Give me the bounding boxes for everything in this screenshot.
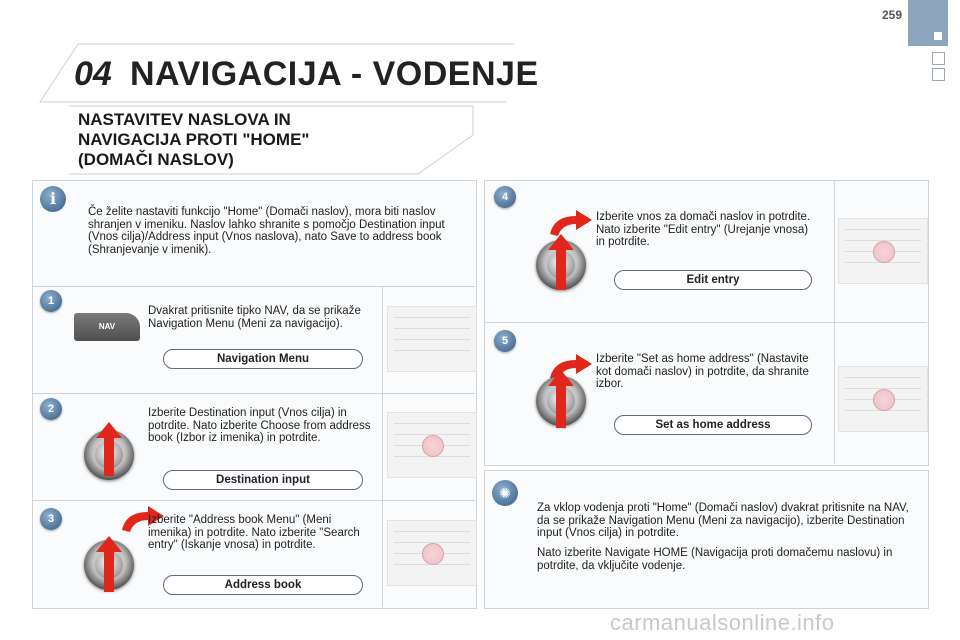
nav-key-icon: NAV	[74, 313, 140, 341]
step-number-2: 2	[40, 398, 62, 420]
margin-square	[932, 68, 945, 81]
edit-entry-button[interactable]: Edit entry	[614, 270, 812, 290]
destination-input-button[interactable]: Destination input	[163, 470, 363, 490]
step-number-3: 3	[40, 508, 62, 530]
column-divider	[834, 181, 835, 464]
step-4-text: Izberite vnos za domači naslov in potrdite. Nato izberite "Edit entry" (Urejanje vnosa) in potrdite.	[596, 211, 811, 248]
step-2-text: Izberite Destination input (Vnos cilja) in potrdite. Nato izberite Choose from address book (Izbor iz imenika) in potrdite.	[148, 407, 371, 444]
chapter-number: 04	[74, 55, 112, 93]
margin-square	[932, 52, 945, 65]
up-arrow-icon	[92, 534, 126, 594]
address-book-button[interactable]: Address book	[163, 575, 363, 595]
page-title: NAVIGACIJA - VODENJE	[130, 55, 539, 93]
up-arrow-icon	[92, 420, 126, 478]
tip-paragraph-1: Za vklop vodenja proti "Home" (Domači naslov) dvakrat pritisnite na NAV, da se prikaže Navigation Menu (Meni za navigacijo), izberite Destination input (Vnos cilja) in potrdite.	[537, 502, 909, 539]
up-arrow-icon	[544, 232, 578, 292]
step-1-text: Dvakrat pritisnite tipko NAV, da se prikaže Navigation Menu (Meni za navigacijo).	[148, 305, 361, 330]
up-arrow-icon	[544, 368, 578, 430]
page-corner-tab	[908, 0, 948, 46]
row-divider	[33, 500, 475, 501]
tip-panel	[484, 470, 929, 609]
section-title: NASTAVITEV NASLOVA IN NAVIGACIJA PROTI "HOME" (DOMAČI NASLOV)	[78, 110, 310, 169]
info-icon: i	[40, 186, 66, 212]
step-5-text: Izberite "Set as home address" (Nastavite kot domači naslov) in potrdite, da shranite izbor.	[596, 353, 809, 390]
tip-paragraph-2: Nato izberite Navigate HOME (Navigacija proti domačemu naslovu) in potrdite, da vključite vodenje.	[537, 547, 893, 572]
watermark: carmanualsonline.info	[610, 610, 835, 635]
radio-panel-illustration	[387, 412, 477, 478]
intro-text: Če želite nastaviti funkcijo "Home" (Domači naslov), mora biti naslov shranjen v imeniku. Naslov lahko shranite s pomočjo Destination input (Vnos cilja)/Address input (Vnos naslova), nato Save to address book (Shranjevanje v imenik).	[88, 206, 445, 256]
set-as-home-address-button[interactable]: Set as home address	[614, 415, 812, 435]
row-divider	[33, 286, 475, 287]
sun-icon: ✺	[492, 480, 518, 506]
step-3-text: Izberite "Address book Menu" (Meni imenika) in potrdite. Nato izberite "Search entry" (Iskanje vnosa) in potrdite.	[148, 514, 360, 551]
navigation-menu-button[interactable]: Navigation Menu	[163, 349, 363, 369]
step-number-1: 1	[40, 290, 62, 312]
step-number-4: 4	[494, 186, 516, 208]
radio-panel-illustration	[387, 520, 477, 586]
row-divider	[33, 393, 475, 394]
radio-panel-illustration	[387, 306, 477, 372]
row-divider	[485, 322, 927, 323]
column-divider	[382, 287, 383, 607]
radio-panel-illustration	[838, 366, 928, 432]
page-number: 259	[881, 8, 902, 22]
step-number-5: 5	[494, 330, 516, 352]
radio-panel-illustration	[838, 218, 928, 284]
